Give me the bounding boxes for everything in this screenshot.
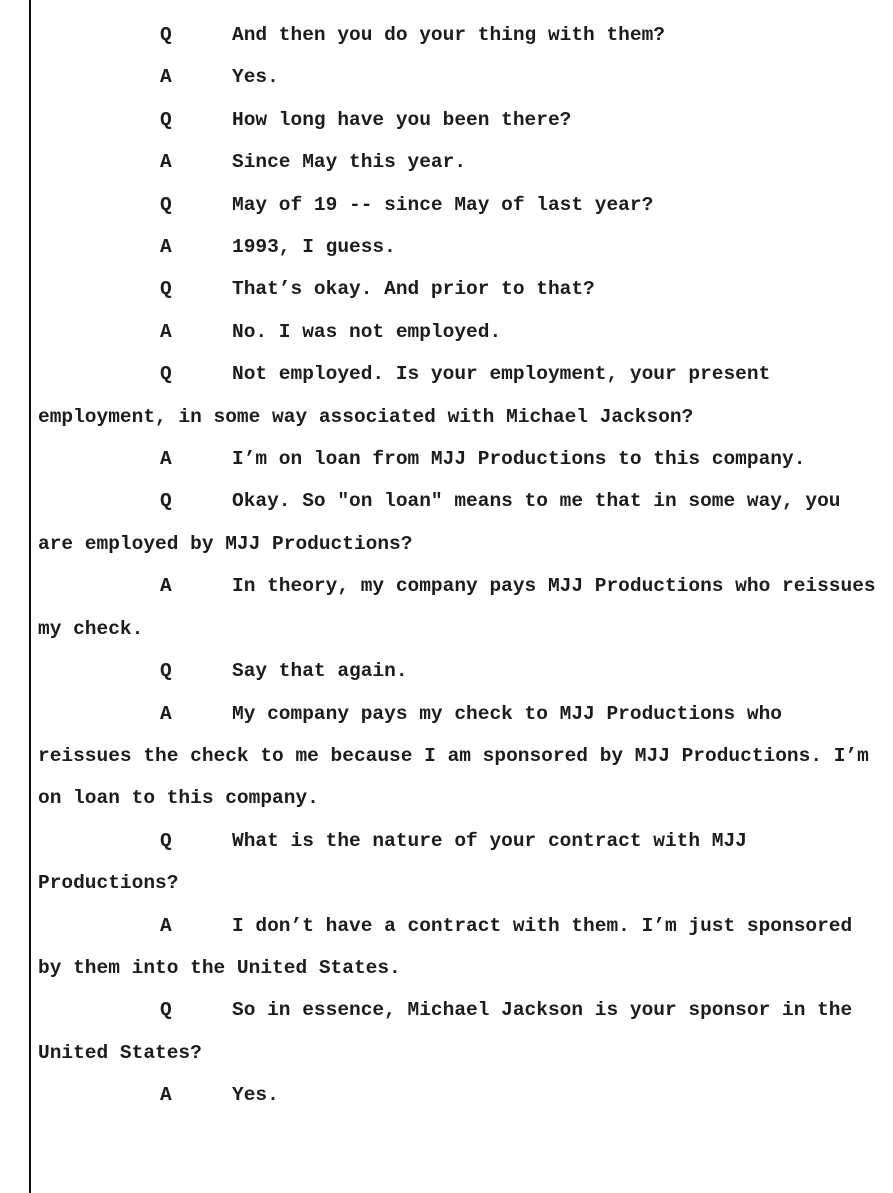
entry-text: 1993, I guess. [232, 236, 396, 259]
speaker-label: Q [160, 829, 172, 852]
left-margin-rule [29, 0, 31, 1193]
entry-text: No. I was not employed. [232, 320, 502, 343]
transcript-entry [38, 14, 878, 56]
transcript-entry [38, 565, 878, 650]
transcript-entry [38, 99, 878, 141]
speaker-label: A [160, 575, 172, 598]
speaker-label: A [160, 151, 172, 174]
transcript-entry [38, 650, 878, 692]
transcript-entry [38, 438, 878, 480]
speaker-label: A [160, 914, 172, 937]
entry-text: In theory, my company pays MJJ Productions who reissues my check. [38, 575, 876, 640]
transcript-entry [38, 56, 878, 98]
transcript-entry [38, 1074, 878, 1116]
speaker-label: Q [160, 660, 172, 683]
speaker-label: Q [160, 490, 172, 513]
speaker-label: Q [160, 24, 172, 46]
entry-text: That’s okay. And prior to that? [232, 278, 595, 301]
transcript-entry [38, 311, 878, 353]
speaker-label: A [160, 1084, 172, 1107]
speaker-label: A [160, 320, 172, 343]
speaker-label: Q [160, 999, 172, 1022]
transcript-entry [38, 480, 878, 565]
entry-text: Not employed. Is your employment, your present employment, in some way associated with Michael Jackson? [38, 363, 771, 428]
transcript-entry [38, 905, 878, 990]
transcript-entry [38, 353, 878, 438]
entry-text: And then you do your thing with them? [232, 24, 665, 46]
entry-text: My company pays my check to MJJ Productions who reissues the check to me because I am sponsored by MJJ Productions. I’m on loan to this company. [38, 702, 869, 810]
speaker-label: Q [160, 278, 172, 301]
transcript-entry [38, 184, 878, 226]
speaker-label: A [160, 448, 172, 471]
entry-text: Yes. [232, 1084, 279, 1107]
speaker-label: Q [160, 108, 172, 131]
entry-text: Since May this year. [232, 151, 467, 174]
transcript-entry [38, 226, 878, 268]
entry-text: How long have you been there? [232, 108, 572, 131]
speaker-label: A [160, 236, 172, 259]
transcript-body [38, 14, 878, 1117]
entry-text: So in essence, Michael Jackson is your sponsor in the United States? [38, 999, 853, 1064]
transcript-entry [38, 820, 878, 905]
transcript-entry [38, 141, 878, 183]
speaker-label: A [160, 702, 172, 725]
transcript-entry [38, 989, 878, 1074]
transcript-entry [38, 268, 878, 310]
speaker-label: Q [160, 363, 172, 386]
speaker-label: A [160, 66, 172, 89]
entry-text: What is the nature of your contract with MJJ Productions? [38, 829, 747, 895]
speaker-label: Q [160, 193, 172, 216]
entry-text: Yes. [232, 66, 279, 89]
entry-text: May of 19 -- since May of last year? [232, 193, 654, 216]
entry-text: Say that again. [232, 660, 408, 683]
entry-text: I’m on loan from MJJ Productions to this company. [232, 448, 806, 471]
transcript-entry [38, 693, 878, 820]
entry-text: Okay. So "on loan" means to me that in some way, you are employed by MJJ Productions? [38, 490, 841, 555]
entry-text: I don’t have a contract with them. I’m just sponsored by them into the United States. [38, 914, 853, 979]
